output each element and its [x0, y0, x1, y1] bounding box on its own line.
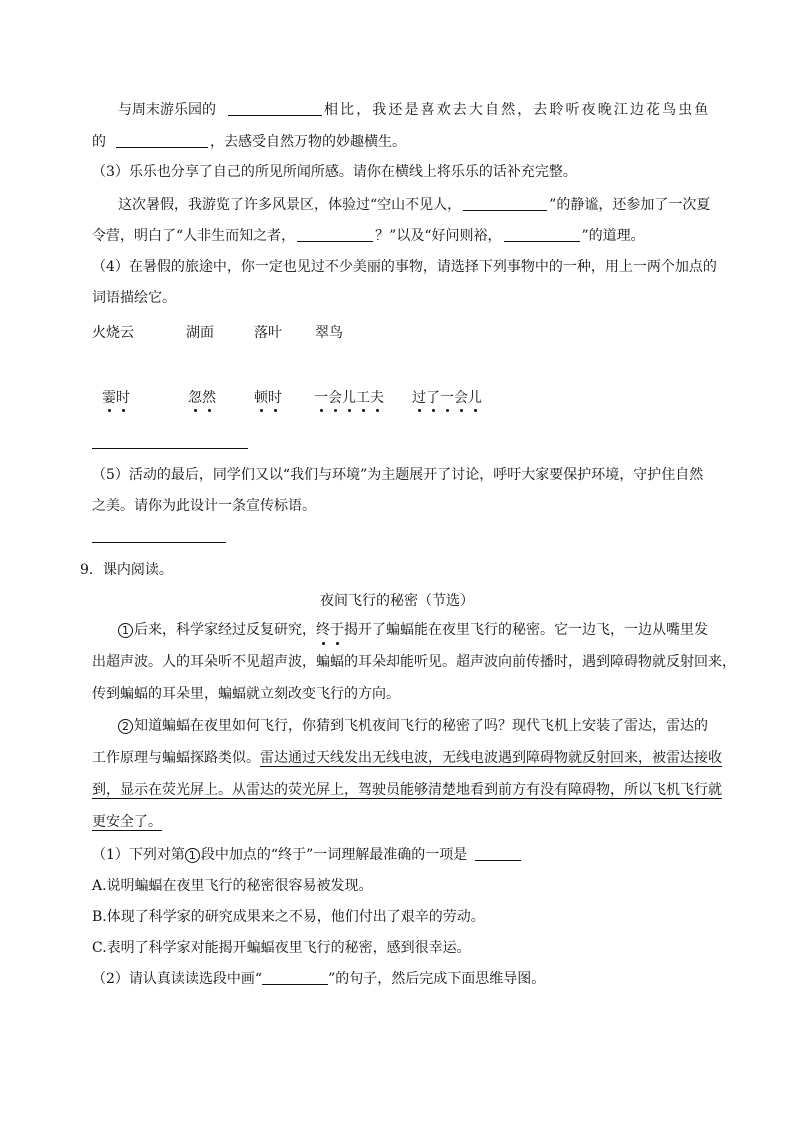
- text: [102, 390, 130, 406]
- answer-blank[interactable]: [504, 227, 580, 242]
- passage-para1-line2: 出超声波。人的耳朵听不见超声波，蝙蝠的耳朵却能听见。超声波向前传播时，遇到障碍物就反射回来，: [92, 654, 736, 670]
- passage-para2-line4: [92, 812, 162, 832]
- thing-option: 湖面: [186, 325, 214, 341]
- dotted-char: 终: [316, 622, 330, 638]
- dotted-char: 顿: [254, 387, 268, 407]
- text: ”的道理。: [581, 228, 645, 244]
- paragraph-number: 1: [185, 848, 200, 863]
- dotted-char: 时: [268, 387, 282, 407]
- passage-para2-line2: [92, 748, 722, 768]
- text: 这次暑假，我游览了许多风景区，体验过“空山不见人，: [118, 197, 462, 213]
- text: （1）下列对第: [92, 847, 185, 863]
- paragraph-number: 2: [118, 719, 133, 734]
- answer-line[interactable]: [92, 448, 248, 449]
- text: [314, 390, 384, 406]
- text: ，去感受自然万物的妙趣横生。: [210, 134, 406, 150]
- text: ”的静谧，还参加了一次夏: [549, 197, 711, 213]
- option-c: C.表明了科学家对能揭开蝙蝠夜里飞行的秘密，感到很幸运。: [92, 940, 471, 956]
- text: [412, 390, 482, 406]
- passage-title: 夜间飞行的秘密（节选）: [320, 593, 474, 609]
- q9-heading: 9．课内阅读。: [80, 562, 173, 578]
- dotted-char: 儿: [342, 387, 356, 407]
- dotted-char: 了: [426, 387, 440, 407]
- q8-part4-prompt-line2: 词语描绘它。: [92, 290, 176, 306]
- q8-line1: [118, 100, 710, 120]
- passage-para2-line3: [92, 780, 722, 800]
- answer-blank[interactable]: [475, 846, 521, 861]
- underlined-sentence: 到，显示在荧光屏上。从雷达的荧光屏上，驾驶员能够清楚地看到前方有没有障碍物，所以飞机飞行就: [92, 782, 722, 798]
- passage-para1-line3: 传到蝙蝠的耳朵里，蝙蝠就立刻改变飞行的方向。: [92, 686, 400, 702]
- dotted-char: 忽: [188, 387, 202, 407]
- dotted-char: 儿: [468, 387, 482, 407]
- text: [188, 390, 216, 406]
- dotted-char: 过: [412, 387, 426, 407]
- option-a: A.说明蝙蝠在夜里飞行的秘密很容易被发现。: [92, 878, 373, 894]
- answer-blank[interactable]: [228, 101, 322, 116]
- q8-part5-prompt-line1: （5）活动的最后，同学们又以“我们与环境”为主题展开了讨论，呼吁大家要保护环境，守护住自然: [92, 467, 704, 483]
- text: ”的句子，然后完成下面思维导图。: [328, 971, 546, 987]
- dotted-word: [412, 387, 482, 407]
- text: ？”以及“好问则裕，: [375, 228, 502, 244]
- passage-para2-line1: [118, 716, 708, 736]
- dotted-word: [316, 622, 344, 638]
- line-sample: [262, 970, 328, 985]
- answer-blank[interactable]: [297, 227, 373, 242]
- q9-sub1: [92, 845, 523, 865]
- q8-part3-line1: [118, 195, 710, 215]
- dotted-char: 一: [440, 387, 454, 407]
- text: [254, 390, 282, 406]
- q8-line2: [92, 132, 406, 152]
- paragraph-number: 1: [118, 623, 133, 638]
- text: 段中加点的“终于”一词理解最准确的一项是: [200, 847, 468, 863]
- dotted-char: 会: [328, 387, 342, 407]
- text: 相比，我还是喜欢去大自然，去聆听夜晚江边花鸟虫鱼: [324, 102, 711, 118]
- q8-part3-line2: [92, 226, 645, 246]
- text: 的: [92, 134, 106, 150]
- dotted-char: 工: [356, 387, 370, 407]
- text: （2）请认真读读选段中画“: [92, 971, 263, 987]
- dotted-char: 夫: [370, 387, 384, 407]
- dotted-word: [314, 387, 384, 407]
- answer-blank[interactable]: [116, 133, 208, 148]
- option-b: B.体现了科学家的研究成果来之不易，他们付出了艰辛的劳动。: [92, 909, 485, 925]
- dotted-char: 时: [116, 387, 130, 407]
- underlined-sentence: 雷达通过天线发出无线电波，无线电波遇到障碍物就反射回来，被雷达接收: [260, 750, 722, 766]
- answer-line[interactable]: [92, 542, 226, 543]
- text: 揭开了蝙蝠能在夜里飞行的秘密。它一边飞，一边从嘴里发: [344, 622, 708, 638]
- thing-option: 火烧云: [92, 325, 134, 341]
- q8-part3-prompt: （3）乐乐也分享了自己的所见所闻所感。请你在横线上将乐乐的话补充完整。: [92, 164, 577, 180]
- text: 知道蝙蝠在夜里如何飞行，你猜到飞机夜间飞行的秘密了吗？现代飞机上安装了雷达，雷达的: [134, 718, 708, 734]
- q8-part5-prompt-line2: 之美。请你为此设计一条宣传标语。: [92, 498, 316, 514]
- dotted-char: 于: [330, 622, 344, 638]
- text: 工作原理与蝙蝠探路类似。: [92, 750, 260, 766]
- dotted-word: [254, 387, 282, 407]
- thing-option: 落叶: [254, 325, 282, 341]
- text: 令营，明白了“人非生而知之者，: [92, 228, 296, 244]
- thing-option: 翠鸟: [315, 325, 343, 341]
- underlined-sentence: 更安全了。: [92, 814, 162, 830]
- answer-blank[interactable]: [463, 196, 547, 211]
- text: 后来，科学家经过反复研究，: [134, 622, 316, 638]
- dotted-char: 霎: [102, 387, 116, 407]
- text: 与周末游乐园的: [118, 102, 216, 118]
- dotted-char: 然: [202, 387, 216, 407]
- dotted-word: [188, 387, 216, 407]
- dotted-word: [102, 387, 130, 407]
- q9-sub2: [92, 969, 545, 989]
- q8-part4-prompt-line1: （4）在暑假的旅途中，你一定也见过不少美丽的事物，请选择下列事物中的一种，用上一两个加点的: [92, 259, 717, 275]
- passage-para1-line1: [118, 620, 708, 640]
- dotted-char: 会: [454, 387, 468, 407]
- dotted-char: 一: [314, 387, 328, 407]
